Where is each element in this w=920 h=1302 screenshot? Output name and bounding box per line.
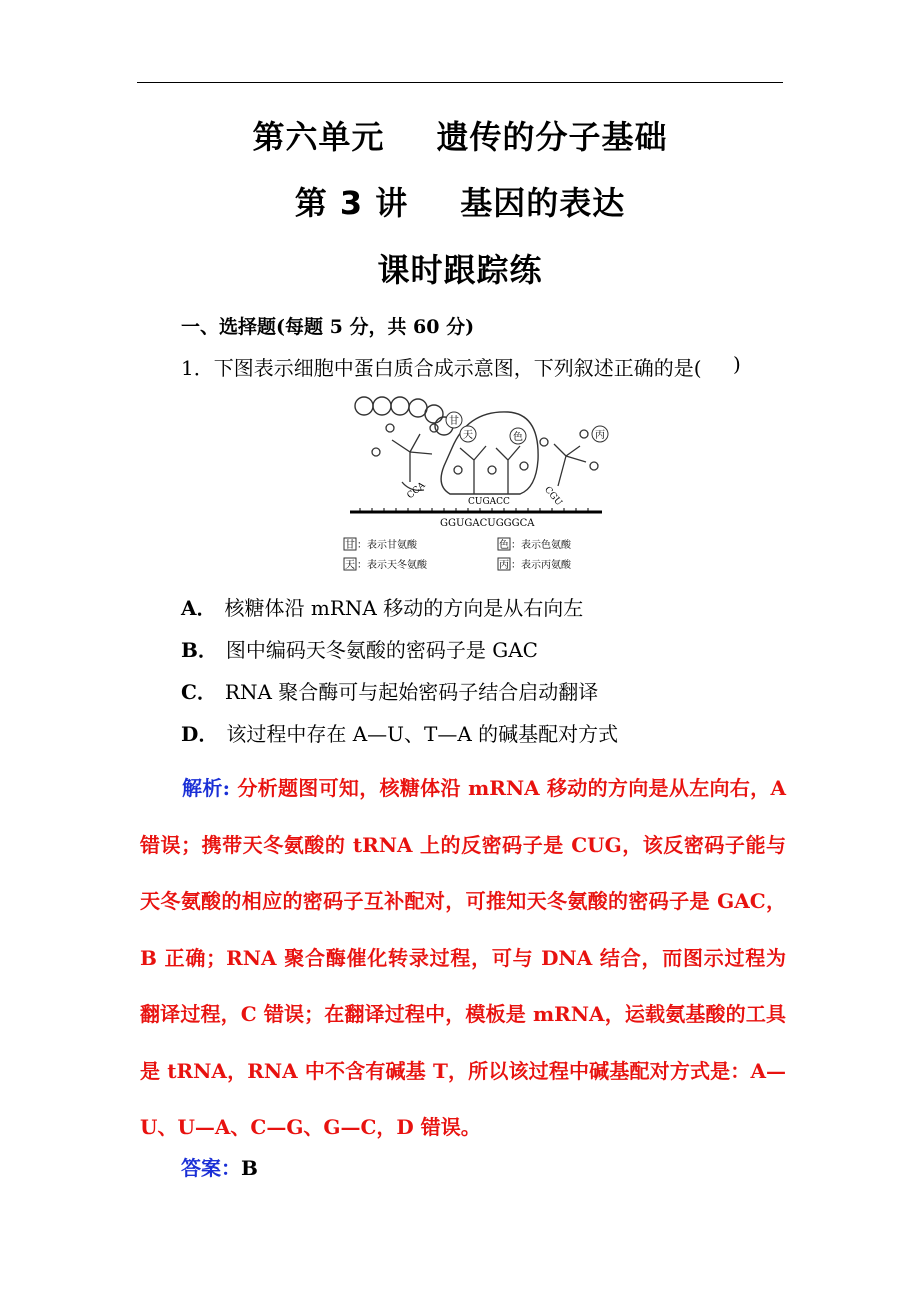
answer-blank-close: ) — [733, 352, 741, 376]
legend-text-ala: ：表示丙氨酸 — [511, 560, 571, 571]
option-b-letter: B． — [181, 638, 218, 662]
lecture-title — [0, 178, 920, 224]
section-heading: 一、选择题(每题 5 分，共 60 分) — [181, 316, 475, 338]
legend-symbol-asp: 天 — [345, 560, 355, 571]
question-stem — [181, 352, 741, 381]
aa-label-ala: 丙 — [595, 430, 605, 441]
option-b-text: 图中编码天冬氨酸的密码子是 GAC — [225, 638, 538, 662]
option-d — [181, 718, 618, 747]
unit-name: 遗传的分子基础 — [436, 118, 668, 156]
unit-number: 第六单元 — [252, 118, 385, 156]
trna-left — [372, 424, 438, 490]
legend-symbol-trp: 色 — [499, 540, 509, 551]
figure-legend — [344, 538, 572, 571]
protein-synthesis-figure — [340, 390, 620, 580]
legend-symbol-gly: 甘 — [345, 540, 355, 551]
lecture-name: 基因的表达 — [460, 184, 626, 222]
lecture-number: 第 3 讲 — [294, 184, 409, 222]
legend-text-asp: ：表示天冬氨酸 — [357, 560, 427, 571]
amino-acid-labels — [446, 412, 608, 444]
option-a-letter: A． — [181, 596, 217, 620]
option-d-letter: D． — [181, 722, 219, 746]
mrna-strand — [350, 508, 602, 529]
page-subtitle: 课时跟踪练 — [377, 251, 543, 289]
legend-text-trp: ：表示色氨酸 — [511, 540, 571, 551]
option-b — [181, 634, 538, 663]
option-a — [181, 592, 583, 621]
legend-symbol-ala: 丙 — [499, 560, 509, 571]
analysis-paragraph — [140, 760, 786, 1156]
analysis-label: 解析: — [182, 776, 231, 800]
trna-middle — [454, 446, 528, 494]
anticodon-middle: CUGACC — [468, 497, 510, 507]
mrna-sequence: GGUGACUGGGCA — [440, 518, 535, 529]
option-a-text: 核糖体沿 mRNA 移动的方向是从右向左 — [224, 596, 584, 620]
unit-title — [0, 112, 920, 158]
option-d-text: 该过程中存在 A—U、T—A 的碱基配对方式 — [226, 722, 619, 746]
anticodon-left: CCA — [405, 480, 428, 502]
anticodon-right: CGU — [542, 485, 564, 509]
option-c — [181, 676, 598, 705]
option-c-letter: C． — [181, 680, 217, 704]
aa-label-asp: 天 — [463, 430, 473, 441]
trna-right — [540, 430, 598, 486]
legend-text-gly: ：表示甘氨酸 — [357, 540, 417, 551]
header-rule — [137, 82, 783, 83]
aa-label-trp: 色 — [513, 432, 523, 443]
answer-label: 答案： — [181, 1156, 241, 1180]
question-text: 1．下图表示细胞中蛋白质合成示意图，下列叙述正确的是( — [181, 356, 702, 380]
analysis-text: 分析题图可知，核糖体沿 mRNA 移动的方向是从左向右，A 错误；携带天冬氨酸的 tRNA 上的反密码子是 CUG，该反密码子能与天冬氨酸的相应的密码子互补配对，可推知天冬氨酸的密码子是 GAC，B 正确；RNA 聚合酶催化转录过程，可与 DNA 结合，而图示过程为翻译过程，C 错误；在翻译过程中，模板是 mRNA，运载氨基酸的工具是 tRNA，RNA 中不含有碱基 T，所以该过程中碱基配对方式是：A—U、U—A、C—G、G—C，D 错误。 — [140, 776, 786, 1139]
aa-label-gly: 甘 — [449, 416, 459, 427]
answer-line — [181, 1152, 258, 1181]
answer-value: B — [241, 1156, 258, 1180]
option-c-text: RNA 聚合酶可与起始密码子结合启动翻译 — [224, 680, 599, 704]
